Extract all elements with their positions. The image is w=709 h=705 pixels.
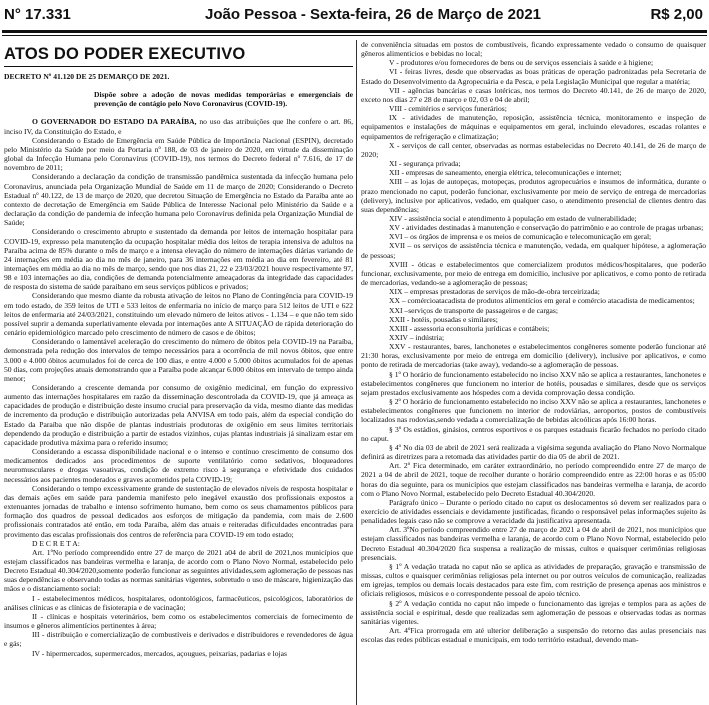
paragraph-section-3: § 3º Os estádios, ginásios, centros esportivos e os parques estaduais ficarão fechados no período citado no caput.: [361, 424, 706, 443]
considerando-paragraph: Considerando o crescimento abrupto e sustentado da demanda por leitos de internação hospitalar para COVID-19, expresso pela manutenção da ocupação hospitalar média dos leitos de terapia intensiva de adultos na Paraíba acima de 85% durante o mês de março e a intensa elevação do número de internações diárias variando de 24 internações em média ao dia no mês de janeiro, para 36 internações em média ao dia em fevereiro, até 81 internações em média ao dia no mês de março, sendo que nos dias 21, 22 e 23/03/2021 houve respectivamente 97, 98 e 103 internações ao dia, condições de demanda potencialmente ameaçadoras da integridade das capacidades de resposta do sistema de saúde paraibano em seus serviços públicos e privados;: [4, 227, 353, 292]
section-title: ATOS DO PODER EXECUTIVO: [4, 45, 246, 63]
masthead: [0, 0, 709, 34]
considerando-paragraph: Considerando a escassa disponibilidade nacional e o intenso e contínuo crescimento de consumo dos medicamentos dedicados aos procedimentos de suporte ventilatório como sedativos, bloqueadores neuromusculares e drogas vasoativas, condição de extremo risco à segurança e efetividade dos cuidados necessários aos pacientes moderados e graves acometidos pela COVID-19;: [4, 447, 353, 484]
considerando-paragraph: Considerando a crescente demanda por consumo de oxigênio medicinal, em função do expressivo aumento das internações hospitalares em razão da disseminação descontrolada da COVID-19, que já ameaça as capacidades de produção e distribuição deste insumo crucial para preservação da vida, mesmo diante das medidas de incremento da produção e distribuição autorizadas pela ANVISA em todo país, além da especial condição do Estado da Paraíba que não dispõe de plantas industriais produtoras de oxigênio em seus limites territoriais dependendo da produção e distribuição a partir de estados vizinhos, cujas plantas industriais já sinalizam estar em capacidade produtiva máxima para o referido insumo;: [4, 383, 353, 447]
item-continuation: de conveniência situadas em postos de combustíveis, ficando expressamente vedado o consumo de quaisquer gêneros alimentícios e bebidas no local;: [361, 40, 706, 59]
item-paragraph: III - distribuição e comercialização de combustíveis e derivados e distribuidores e revendedores de água e gás;: [4, 630, 353, 649]
item-paragraph: XX – comércioatacadista de produtos alimentícios em geral e comércio atacadista de medicamentos;: [389, 296, 695, 306]
price: R$ 2,00: [650, 6, 703, 23]
article-3-section-2: § 2º A vedação contida no caput não impede o funcionamento das igrejas e templos para as ações de assistência social e espiritual, desde que realizadas sem aglomeração de pessoas e observadas todas as normas sanitárias vigentes.: [361, 598, 706, 626]
item-paragraph: V - produtores e/ou fornecedores de bens ou de serviços essenciais à saúde e à higiene;: [389, 58, 654, 68]
paragraph-section-2: § 2º O horário de funcionamento estabelecido no inciso XXV não se aplica a restaurantes, lanchonetes e estabelecimentos congêneres que funcionem no interior de rodoviárias, aeroportos, postos de combustíveis localizados nas rodovias,sendo vedada a comercialização de bebidas alcoólicas após 16:00 horas.: [361, 397, 706, 425]
considerando-paragraph: Considerando o Estado de Emergência em Saúde Pública de Importância Nacional (ESPIN), decretado pelo Ministério da Saúde por meio da Portaria nº 188, de 03 de janeiro de 2020, em virtude da disseminação global da Infecção Humana pelo Coronavírus (COVID-19), nos termos do Decreto federal nº 7.616, de 17 de novembro de 2011;: [4, 135, 353, 173]
item-paragraph: I - estabelecimentos médicos, hospitalares, odontológicos, farmacêuticos, psicológicos, laboratórios de análises clínicas e as clínicas de fisioterapia e de vacinação;: [4, 593, 353, 612]
item-paragraph: XII - empresas de saneamento, energia elétrica, telecomunicações e internet;: [389, 168, 622, 178]
article-1: Art. 1ºNo período compreendido entre 27 de março de 2021 a04 de abril de 2021,nos municípios que estejam classificados nas bandeiras vermelha e laranja, de acordo com o Plano Novo Normal, estabelecido pelo Decreto Estadual 40.304/2020,somente poderão funcionar as seguintes atividades,sem aglomeração de pessoas nas suas dependências e observando todas as normas sanitárias vigentes, sobretudo o uso de máscare, higienização das mãos e o distanciamento social:: [4, 547, 353, 594]
item-paragraph: XVI – os órgãos de imprensa e os meios de comunicação e telecomunicação em geral;: [389, 232, 652, 242]
city-date: João Pessoa - Sexta-feira, 26 de Março de 2021: [205, 6, 541, 23]
column-divider: [356, 40, 357, 705]
item-paragraph: XXII - hotéis, pousadas e similares;: [389, 314, 498, 324]
item-paragraph: XIII – as lojas de autopeças, motopeças, produtos agropecuários e insumos de informática, durante o prazo mencionado no caput, poderão funcionar, exclusivamente por meio de serviço de entrega de mercadorias (delivery), inclusive por aplicativos, vedado, em qualquer caso, o atendimento presencial de clientes dentro das suas dependências;: [361, 177, 706, 214]
considerando-paragraph: Considerando o lamentável aceleração do crescimento do número de óbitos pela COVID-19 na Paraíba, demonstrada pela redução dos intervalos de tempo necessários para a ocorrência de mil novos óbitos, que entre 3.000 e 4.000 óbitos acumulados foi de cerca de 100 dias, e entre 4.000 e 5.000 óbitos acumulados foi de apenas 50 dias, com projeções atuais demonstrando que a Paraíba pode alcançar 6.000 óbitos em intervalo de tempo ainda menor;: [4, 337, 353, 383]
governor-paragraph: [4, 117, 353, 135]
item-paragraph: X - serviços de call center, observadas as normas estabelecidas no Decreto 40.141, de 26 de março de 2020;: [361, 140, 706, 159]
item-paragraph: VII - agências bancárias e casas lotéricas, nos termos do Decreto 40.141, de 26 de março de 2020, exceto nos dias 27 e 28 de março e 02, 03 e 04 de abril;: [361, 85, 706, 104]
article-3: Art. 3ºNo período compreendido entre 27 de março de 2021 a 04 de abril de 2021, nos municípios que estejam classificados nas bandeiras vermelha e laranja, de acordo com o Plano Novo Normal, estabelecido pelo Decreto Estadual 40.304/2020 fica suspensa a realização de missas, cultos e quaisquer cerimônias religiosas presenciais.: [361, 525, 706, 562]
considerando-paragraph: Considerando o tempo excessivamente grande de sustentação de elevados níveis de resposta hospitalar e das demais ações em saúde para pandemia manifesto pelo inegável exaustão dos profissionais expostos a extenuantes jornadas de trabalho e intenso sofrimento humano, bem como os seus chamamentos públicos para formação dos quadros de pessoal dedicados aos esforços de mitigação da pandemia, com mais de 2.600 profissionais contratados até então, em toda Paraíba, além das atuais e reiteradas dificuldades encontradas para provimento das escalas profissionais dos centros de referência para COVID-19 em todo estado;: [4, 483, 353, 539]
article-4: Art. 4ºFica prorrogada em até ulterior deliberação a suspensão do retorno das aulas presenciais nas escolas das redes públicas estadual e municipais, em todo território estadual, devendo man-: [361, 626, 706, 645]
right-column: [361, 40, 706, 705]
decree-summary: Dispõe sobre a adoção de novas medidas temporárias e emergenciais de prevenção de contágio pelo Novo Coronavírus (COVID-19).: [94, 90, 353, 109]
item-paragraph: II - clínicas e hospitais veterinários, bem como os estabelecimentos comerciais de fornecimento de insumos e gêneros alimentícios pertinentes à área;: [4, 611, 353, 631]
considerando-paragraph: Considerando a declaração da condição de transmissão pandêmica sustentada da infecção humana pelo Coronavírus, anunciada pela Organização Mundial de Saúde em 11 de março de 2020; Considerando o Decreto Estadual nº 40.122, de 13 de março de 2020, que decretou Situação de Emergência no Estado da Paraíba ante ao contexto de decretação de Emergência em Saúde Pública de Interesse Nacional pelo Ministério da Saúde e a declaração da condição de pandemia de infecção humana pelo Coronavírus definida pela Organização Mundial de Saúde;: [4, 172, 353, 228]
masthead-rule-thick: [2, 30, 707, 33]
edition-number: N° 17.331: [4, 6, 71, 23]
item-paragraph: XVII – os serviços de assistência técnica e manutenção, vedada, em qualquer hipótese, a aglomeração de pessoas;: [361, 241, 706, 260]
item-paragraph: IX - atividades de manutenção, reposição, assistência técnica, monitoramento e inspeção de equipamentos e instalações de máquinas e equipamentos em geral, incluindo elevadores, escadas rolantes e equipamentos de refrigeração e climatização;: [361, 113, 706, 141]
article-2: Art. 2º Fica determinado, em caráter extraordinário, no período compreendido entre 27 de março de 2021 a 04 de abril de 2021, toque de recolher durante o horário compreendido entre as 22:00 horas e as 05:00 horas do dia seguinte, para os municípios que estejam classificados nas bandeiras vermelha e laranja, de acordo com o Plano Novo Normal, estabelecido pelo Decreto Estadual 40.304/2020.: [361, 461, 706, 498]
governor-rest: no uso das atribuições que lhe confere o art. 86, inciso IV, da Constituição do Estado, e: [4, 117, 353, 136]
item-paragraph: VIII - cemitérios e serviços funerários;: [389, 104, 507, 114]
governor-lead: O GOVERNADOR DO ESTADO DA PARAÍBA,: [32, 117, 197, 127]
item-paragraph: XIX – empresas prestadoras de serviços de mão-de-obra terceirizada;: [389, 287, 600, 297]
decree-title: DECRETO Nº 41.120 DE 25 DEMARÇO DE 2021.: [4, 72, 170, 81]
paragraph-section-4: § 4º No dia 03 de abril de 2021 será realizada a vigésima segunda avaliação do Plano Novo Normalque definirá as diretrizes para a retomada das atividades partir do dia 05 de abril de 2021.: [361, 442, 706, 462]
sole-paragraph: Parágrafo único – Durante o período citado no caput os deslocamentos só devem ser realizados para o exercício de atividades essenciais e devidamente justificadas, ficando o responsável pelas informações sujeito às penalidades legais caso não se comprove a veracidade da justificativa apresentada.: [361, 497, 706, 526]
considerando-paragraph: Considerando que mesmo diante da robusta ativação de leitos no Plano de Contingência para COVID-19 em todo estado, de 359 leitos de UTI e 533 leitos de enfermaria no início de março para 512 leitos de UTI e 622 leitos de enfermaria até 24/03/2021, constituindo um elevado número de leitos ativos - 1.134 – e que não tem sido possível suprir a demanda superlativamente elevada por internações ante A SITUAÇÃO de rápida deterioração do cenário epidemiológico marcado pelo crescimento de número de casos e de óbitos;: [4, 291, 353, 338]
section-title-rule: [4, 66, 353, 67]
item-paragraph: IV - hipermercados, supermercados, mercados, açougues, peixarias, padarias e lojas: [32, 648, 287, 658]
item-paragraph: XI - segurança privada;: [389, 159, 461, 169]
item-paragraph: XVIII - óticas e estabelecimentos que comercializem produtos médicos/hospitalares, que poderão funcionar, exclusivamente, por meio de entrega em domicílio, inclusive por aplicativos, e como ponto de retirada de mercadorias, vedando-se a aglomeração de pessoas;: [361, 259, 706, 288]
item-paragraph: XXIV – indústria;: [389, 333, 445, 342]
item-paragraph: XIV - assistência social e atendimento à população em estado de vulnerabilidade;: [389, 213, 637, 223]
decreta-heading: D E C R E T A:: [32, 538, 80, 548]
item-paragraph: VI - feiras livres, desde que observadas as boas práticas de operação padronizadas pela Secretaria de Estado do Desenvolvimento da Agropecuária e da Pesca, e pela Legislação Municipal que regular a matéria;: [361, 67, 706, 86]
masthead-rule-thin: [2, 35, 707, 36]
paragraph-section-1: § 1º O horário de funcionamento estabelecido no inciso XXV não se aplica a restaurantes, lanchonetes e estabelecimentos congêneres que funcionem no interior de hotéis, pousadas e similares, desde que os serviços sejam prestados exclusivamente aos hóspedes com a devida comprovação dessa condição.: [361, 369, 706, 397]
item-paragraph: XXV - restaurantes, bares, lanchonetes e estabelecimentos congêneres somente poderão funcionar até 21:30 horas, exclusivamente por meio de entrega em domicílio (delivery), inclusive por aplicativos, e como ponto de retirada de mercadorias (take away), vedando-se a aglomeração de pessoas.: [361, 342, 706, 370]
article-3-section-1: § 1º A vedação tratada no caput não se aplica as atividades de preparação, gravação e transmissão de missas, cultos e quaisquer cerimônias religiosas pela internet ou por outros veículos de comunicação, realizadas em igrejas, templos ou demais locais destacados para este fim, com restrição de presença apenas aos ministros e oficiais religiosos, músicos e o correspondente pessoal de apoio técnico.: [361, 561, 706, 599]
left-column: [4, 44, 353, 705]
item-paragraph: XXI –serviços de transporte de passageiros e de cargas;: [389, 305, 558, 315]
item-paragraph: XV - atividades destinadas à manutenção e conservação do patrimônio e ao controle de pragas urbanas;: [389, 223, 704, 233]
item-paragraph: XXIII - assessoria econsultoria jurídicas e contábeis;: [389, 323, 550, 333]
